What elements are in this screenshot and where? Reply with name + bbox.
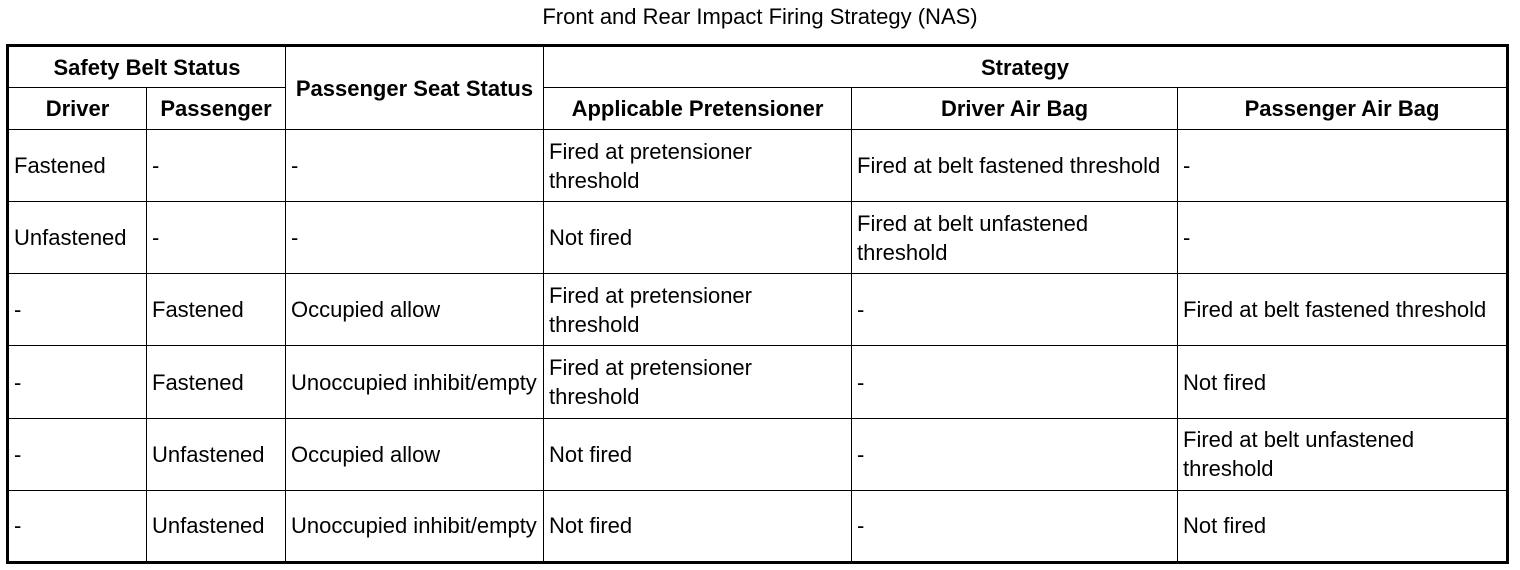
header-passenger-seat-status: Passenger Seat Status: [286, 46, 544, 130]
header-safety-belt-status: Safety Belt Status: [8, 46, 286, 88]
cell-passenger-air-bag: Fired at belt fastened threshold: [1178, 274, 1508, 346]
cell-passenger: Fastened: [147, 346, 286, 418]
cell-seat-status: -: [286, 130, 544, 202]
cell-passenger: -: [147, 130, 286, 202]
cell-pretensioner: Not fired: [544, 202, 852, 274]
header-passenger: Passenger: [147, 88, 286, 130]
cell-passenger-air-bag: -: [1178, 202, 1508, 274]
cell-driver-air-bag: Fired at belt unfastened threshold: [852, 202, 1178, 274]
cell-passenger: Fastened: [147, 274, 286, 346]
table-row: [8, 274, 1508, 346]
cell-driver: Unfastened: [8, 202, 147, 274]
firing-strategy-table: [6, 44, 1509, 564]
cell-driver: -: [8, 274, 147, 346]
page-title: Front and Rear Impact Firing Strategy (NAS): [542, 4, 978, 29]
cell-passenger: Unfastened: [147, 418, 286, 490]
cell-seat-status: Unoccupied inhibit/empty: [286, 346, 544, 418]
cell-pretensioner: Fired at pretensioner threshold: [544, 346, 852, 418]
cell-pretensioner: Fired at pretensioner threshold: [544, 274, 852, 346]
cell-pretensioner: Not fired: [544, 490, 852, 562]
cell-pretensioner: Not fired: [544, 418, 852, 490]
header-driver: Driver: [8, 88, 147, 130]
cell-passenger-air-bag: Not fired: [1178, 490, 1508, 562]
cell-driver-air-bag: -: [852, 274, 1178, 346]
table-row: [8, 490, 1508, 562]
header-applicable-pretensioner: Applicable Pretensioner: [544, 88, 852, 130]
cell-driver: -: [8, 346, 147, 418]
cell-driver-air-bag: -: [852, 346, 1178, 418]
cell-passenger-air-bag: -: [1178, 130, 1508, 202]
table-row: [8, 346, 1508, 418]
header-row-top: [8, 46, 1508, 88]
header-strategy: Strategy: [544, 46, 1508, 88]
table-row: [8, 202, 1508, 274]
cell-driver-air-bag: -: [852, 490, 1178, 562]
cell-seat-status: Unoccupied inhibit/empty: [286, 490, 544, 562]
cell-passenger-air-bag: Not fired: [1178, 346, 1508, 418]
cell-driver: -: [8, 418, 147, 490]
cell-seat-status: Occupied allow: [286, 418, 544, 490]
table-row: [8, 418, 1508, 490]
cell-passenger: -: [147, 202, 286, 274]
cell-seat-status: Occupied allow: [286, 274, 544, 346]
cell-passenger-air-bag: Fired at belt unfastened threshold: [1178, 418, 1508, 490]
cell-seat-status: -: [286, 202, 544, 274]
cell-passenger: Unfastened: [147, 490, 286, 562]
table-row: [8, 130, 1508, 202]
cell-driver: Fastened: [8, 130, 147, 202]
cell-driver-air-bag: -: [852, 418, 1178, 490]
header-passenger-air-bag: Passenger Air Bag: [1178, 88, 1508, 130]
header-row-sub: [8, 88, 1508, 130]
header-driver-air-bag: Driver Air Bag: [852, 88, 1178, 130]
cell-pretensioner: Fired at pretensioner threshold: [544, 130, 852, 202]
cell-driver: -: [8, 490, 147, 562]
cell-driver-air-bag: Fired at belt fastened threshold: [852, 130, 1178, 202]
